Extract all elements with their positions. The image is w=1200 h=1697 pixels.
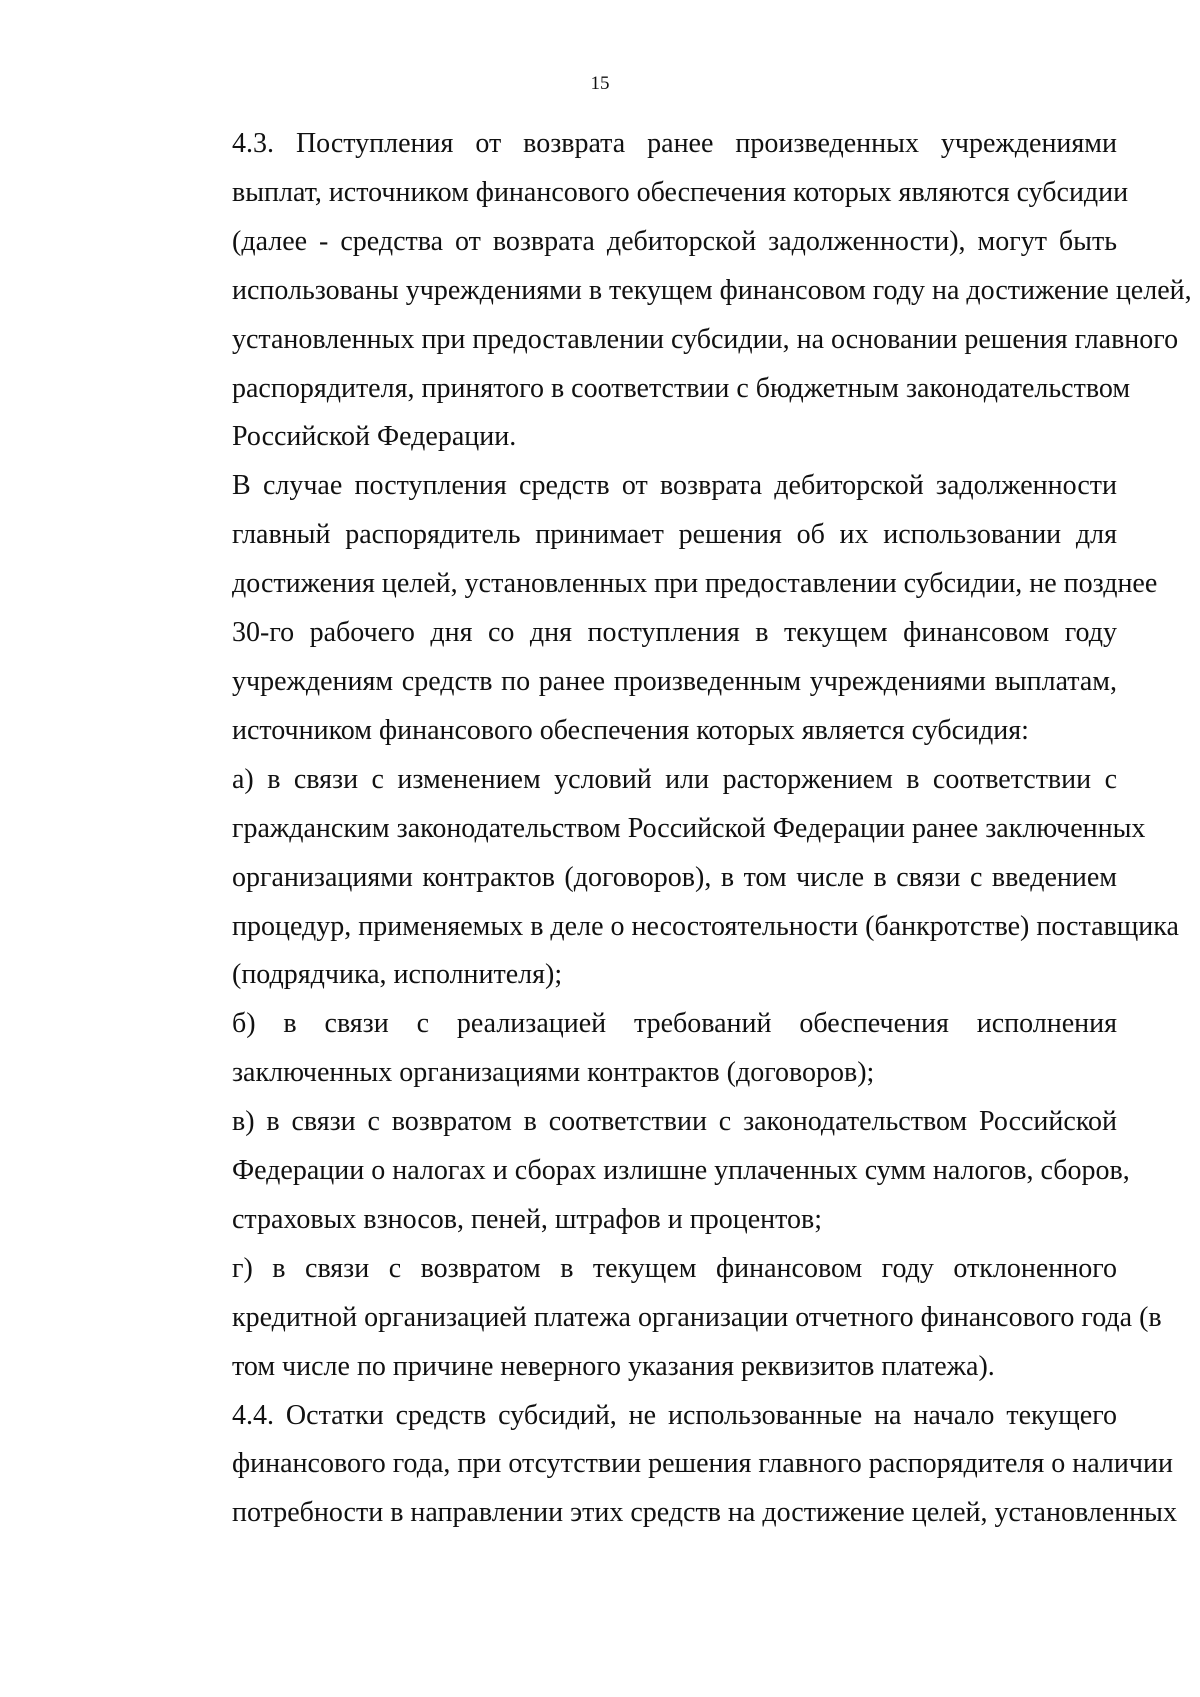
text-line: г) в связи с возвратом в текущем финансовом году отклоненного	[232, 1252, 1117, 1284]
text-line: 30-го рабочего дня со дня поступления в текущем финансовом году	[232, 617, 1117, 649]
text-line: том числе по причине неверного указания реквизитов платежа).	[232, 1350, 995, 1382]
document-body	[159, 120, 1192, 1538]
text-line: распорядителя, принятого в соответствии с бюджетным законодательством	[232, 372, 1131, 404]
paragraph	[159, 462, 1158, 755]
text-line: Российской Федерации.	[232, 421, 517, 453]
text-line: потребности в направлении этих средств на достижение целей, установленных	[232, 1497, 1177, 1529]
text-line: выплат, источником финансового обеспечения которых являются субсидии	[232, 176, 1129, 208]
page-number: 15	[590, 73, 610, 94]
text-line: страховых взносов, пеней, штрафов и процентов;	[232, 1203, 822, 1235]
text-line: 4.4. Остатки средств субсидий, не использованные на начало текущего	[232, 1399, 1117, 1431]
paragraph	[159, 1000, 1117, 1098]
text-line: финансового года, при отсутствии решения главного распорядителя о наличии	[232, 1448, 1173, 1480]
paragraph	[159, 120, 1192, 462]
text-line: достижения целей, установленных при предоставлении субсидии, не позднее	[232, 568, 1158, 600]
text-line: в) в связи с возвратом в соответствии с законодательством Российской	[232, 1106, 1117, 1138]
text-line: б) в связи с реализацией требований обеспечения исполнения	[232, 1008, 1117, 1040]
text-line: процедур, применяемых в деле о несостоятельности (банкротстве) поставщика	[232, 910, 1179, 942]
text-line: Федерации о налогах и сборах излишне уплаченных сумм налогов, сборов,	[232, 1155, 1130, 1187]
text-line: 4.3. Поступления от возврата ранее произведенных учреждениями	[232, 128, 1117, 159]
text-line: использованы учреждениями в текущем финансовом году на достижение целей,	[232, 274, 1192, 306]
text-line: (далее - средства от возврата дебиторской задолженности), могут быть	[232, 225, 1117, 257]
text-line: кредитной организацией платежа организации отчетного финансового года (в	[232, 1301, 1162, 1333]
text-line: установленных при предоставлении субсидии, на основании решения главного	[232, 323, 1179, 355]
text-line: заключенных организациями контрактов (договоров);	[232, 1057, 875, 1089]
text-line: главный распорядитель принимает решения об их использовании для	[232, 519, 1117, 551]
text-line: источником финансового обеспечения которых является субсидия:	[232, 714, 1029, 746]
paragraph	[159, 1245, 1162, 1392]
paragraph	[159, 1392, 1177, 1539]
paragraph	[159, 1098, 1130, 1245]
text-line: В случае поступления средств от возврата дебиторской задолженности	[232, 470, 1117, 502]
text-line: организациями контрактов (договоров), в том числе в связи с введением	[232, 861, 1117, 893]
paragraph	[159, 756, 1179, 1001]
text-line: (подрядчика, исполнителя);	[232, 959, 563, 991]
text-line: гражданским законодательством Российской Федерации ранее заключенных	[232, 812, 1146, 844]
text-line: учреждениям средств по ранее произведенным учреждениями выплатам,	[232, 665, 1117, 697]
text-line: а) в связи с изменением условий или расторжением в соответствии с	[232, 763, 1117, 795]
